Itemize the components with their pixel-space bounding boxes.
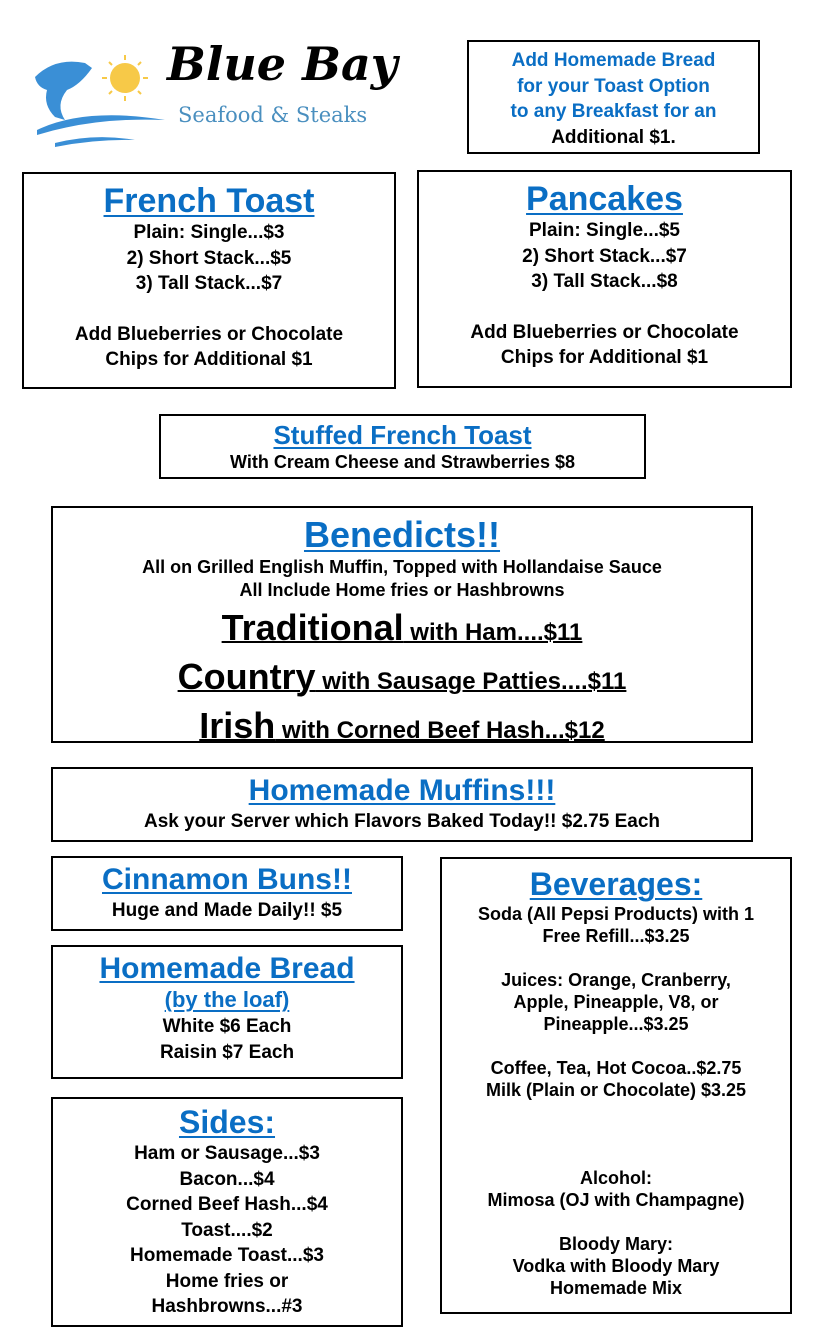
section-title: Homemade Muffins!!!	[248, 774, 556, 807]
menu-item: Soda (All Pepsi Products) with 1	[477, 904, 755, 924]
menu-item: Mimosa (OJ with Champagne)	[487, 1190, 745, 1210]
menu-item: Hashbrowns...#3	[151, 1296, 303, 1317]
menu-item: Homemade Mix	[549, 1278, 683, 1298]
item-name: Irish	[199, 705, 276, 746]
notice-line: for your Toast Option	[517, 75, 710, 97]
beverages-section	[440, 857, 792, 1314]
menu-item: Juices: Orange, Cranberry,	[501, 970, 731, 990]
logo	[25, 35, 405, 155]
notice-line: to any Breakfast for an	[510, 101, 717, 122]
menu-item: Plain: Single...$3	[133, 222, 285, 243]
menu-item	[53, 655, 751, 704]
menu-item: Bloody Mary:	[558, 1234, 673, 1254]
stuffed-french-toast-section	[159, 414, 646, 479]
menu-item	[53, 704, 751, 753]
menu-item: Plain: Single...$5	[529, 220, 680, 241]
cinnamon-buns-section	[51, 856, 403, 931]
item-name: Country	[177, 656, 316, 697]
menu-item: Corned Beef Hash...$4	[126, 1194, 328, 1215]
menu-item: Raisin $7 Each	[159, 1041, 295, 1063]
menu-item: Add Blueberries or Chocolate	[74, 323, 344, 345]
menu-item: 2) Short Stack...$7	[522, 245, 687, 267]
menu-item: White $6 Each	[162, 1016, 292, 1037]
notice-line: Add Homemade Bread	[511, 50, 716, 71]
fish-sun-wave-icon	[25, 35, 165, 155]
menu-item: Home fries or	[165, 1270, 289, 1292]
section-note: All on Grilled English Muffin, Topped with Hollandaise Sauce	[142, 557, 662, 577]
menu-item: Chips for Additional $1	[105, 349, 313, 370]
menu-item: Huge and Made Daily!! $5	[111, 900, 343, 921]
menu-item: Free Refill...$3.25	[542, 926, 690, 946]
menu-item: 3) Tall Stack...$7	[135, 273, 283, 294]
menu-item: Coffee, Tea, Hot Cocoa..$2.75	[490, 1058, 742, 1078]
item-desc: with Corned Beef Hash...$12	[275, 717, 605, 744]
brand-name: Blue Bay	[167, 37, 398, 91]
notice-line: Additional $1.	[551, 126, 676, 148]
section-note: All Include Home fries or Hashbrowns	[239, 580, 565, 600]
muffins-section	[51, 767, 753, 842]
section-title: Beverages:	[529, 866, 703, 902]
brand-tagline: Seafood & Steaks	[178, 103, 368, 127]
item-desc: with Sausage Patties....$11	[315, 668, 627, 695]
menu-item: Milk (Plain or Chocolate) $3.25	[485, 1080, 747, 1100]
menu-item: Ham or Sausage...$3	[134, 1143, 320, 1164]
menu-item: Toast....$2	[181, 1219, 273, 1241]
menu-item: Vodka with Bloody Mary	[512, 1256, 720, 1276]
menu-item: 2) Short Stack...$5	[126, 247, 292, 269]
benedicts-section	[51, 506, 753, 746]
menu-item: Alcohol:	[580, 1168, 652, 1188]
menu-item	[53, 606, 751, 655]
section-title: Sides:	[178, 1104, 276, 1140]
section-title: Benedicts!!	[303, 514, 501, 555]
sides-section	[51, 1097, 403, 1327]
menu-item: 3) Tall Stack...$8	[531, 271, 678, 292]
menu-item: Apple, Pineapple, V8, or	[513, 992, 719, 1012]
menu-item: Add Blueberries or Chocolate	[470, 321, 739, 343]
bread-notice	[467, 40, 760, 154]
section-subtitle: (by the loaf)	[164, 987, 290, 1012]
menu-item: Chips for Additional $1	[500, 347, 709, 368]
section-title: Cinnamon Buns!!	[102, 863, 352, 896]
menu-item: Pineapple...$3.25	[543, 1014, 689, 1034]
section-title: Pancakes	[526, 180, 683, 218]
homemade-bread-section	[51, 945, 403, 1079]
section-title: Homemade Bread	[99, 952, 355, 985]
menu-item: Ask your Server which Flavors Baked Today!! $2.75 Each	[143, 811, 661, 832]
item-name: Traditional	[221, 607, 404, 648]
pancakes-section	[417, 170, 792, 388]
section-title: French Toast	[103, 182, 315, 220]
menu-item: Homemade Toast...$3	[130, 1245, 324, 1266]
section-title: Stuffed French Toast	[273, 420, 532, 450]
menu-item: With Cream Cheese and Strawberries $8	[230, 452, 575, 472]
item-desc: with Ham....$11	[403, 619, 583, 646]
menu-item: Bacon...$4	[179, 1168, 275, 1190]
french-toast-section	[22, 172, 396, 389]
